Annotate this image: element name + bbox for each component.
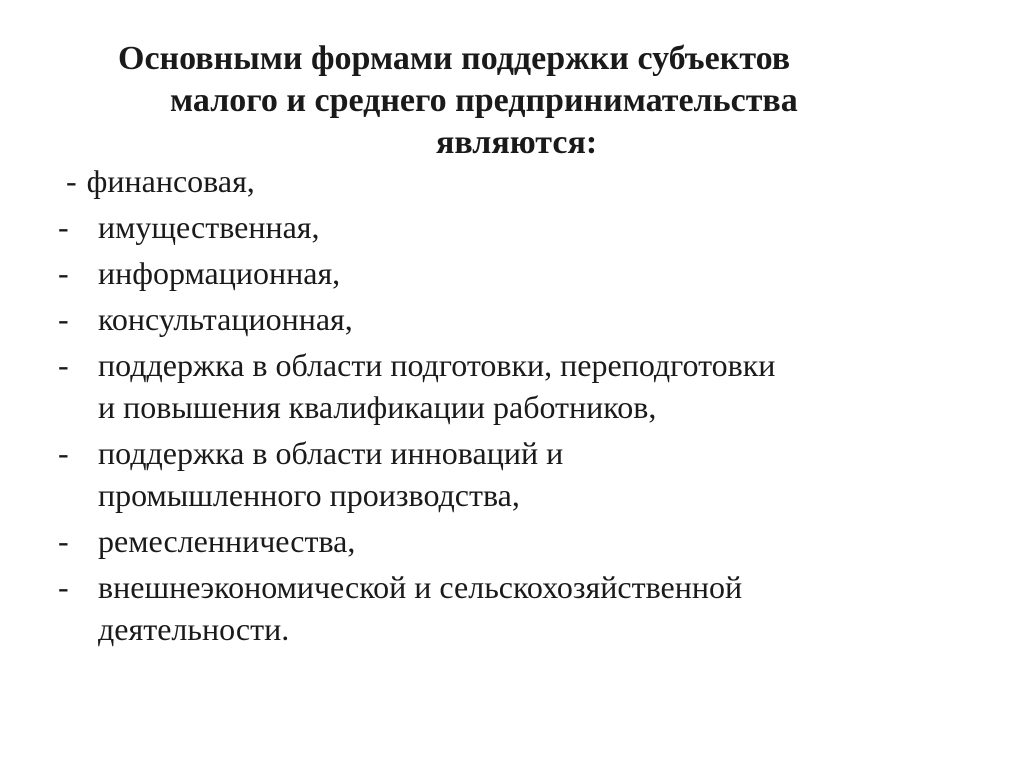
title-line: являются: [436,124,598,161]
bullet-dash: - [58,523,69,559]
list-item-text: деятельности. [98,611,290,647]
bullet-dash: - [58,435,69,471]
support-forms-list [0,160,1024,654]
list-item-text: информационная, [98,255,341,291]
list-item [0,298,1024,340]
list-item-text: внешнеэкономической и сельскохозяйственной [98,569,743,605]
list-item-text: промышленного производства, [98,477,520,513]
list-item-text: финансовая, [86,163,255,199]
list-item [0,160,1024,202]
list-item-text: поддержка в области инноваций и [98,435,564,471]
bullet-dash: - [66,163,77,199]
list-item [0,566,1024,650]
bullet-dash: - [58,301,69,337]
list-item [0,206,1024,248]
list-item-text: имущественная, [98,209,320,245]
bullet-dash: - [58,255,69,291]
bullet-dash: - [58,347,69,383]
list-item [0,344,1024,428]
list-item-text: консультационная, [98,301,353,337]
list-item-text: поддержка в области подготовки, переподготовки [98,347,776,383]
list-item [0,252,1024,294]
list-item-text: и повышения квалификации работников, [98,389,657,425]
title-line: малого и среднего предпринимательства [170,82,798,119]
list-item-text: ремесленничества, [98,523,356,559]
slide-title [90,38,940,164]
bullet-dash: - [58,209,69,245]
title-line: Основными формами поддержки субъектов [118,40,791,77]
bullet-dash: - [58,569,69,605]
list-item [0,520,1024,562]
list-item [0,432,1024,516]
